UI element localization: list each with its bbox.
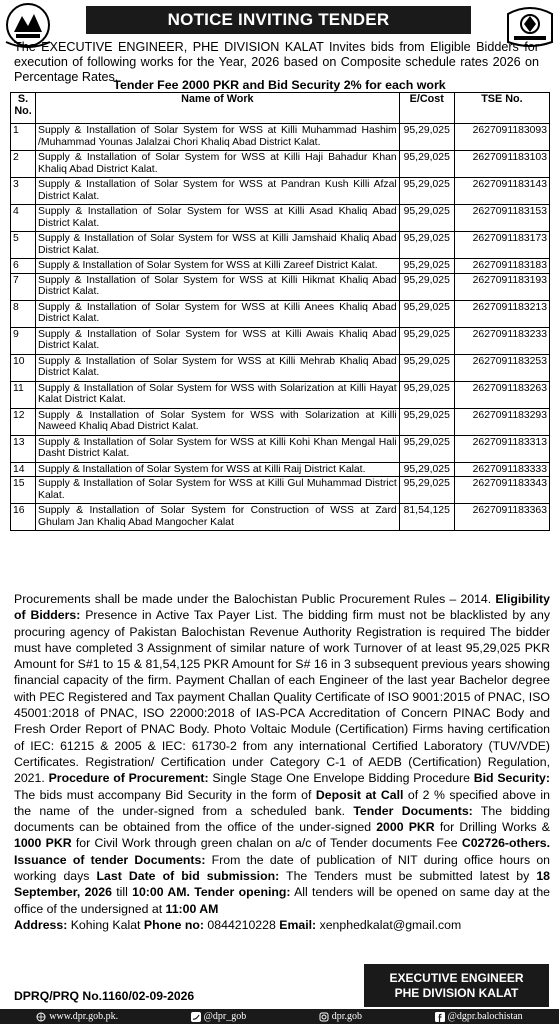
cell-tse-no: 2627091183193 (454, 273, 549, 300)
footer-twitter-text: @dpr_gob (203, 1011, 247, 1022)
facebook-icon (435, 1012, 445, 1022)
table-row (11, 477, 550, 504)
table-row (11, 178, 550, 205)
last-time-value: 10:00 AM. (132, 885, 190, 900)
cell-tse-no: 2627091183293 (454, 408, 549, 435)
signature-block (364, 964, 549, 1007)
cell-name-of-work: Supply & Installation of Solar System for Construction of WSS at Zard Ghulam Jan Khaliq Abad Mangocher Kalat (36, 504, 400, 531)
cell-ecost: 95,29,025 (399, 178, 454, 205)
cell-ecost: 95,29,025 (399, 259, 454, 274)
tender-terms (14, 591, 550, 933)
procedure-text: Single Stage One Envelope Bidding Procedure (208, 771, 474, 786)
cell-ecost: 95,29,025 (399, 477, 454, 504)
cell-ecost: 95,29,025 (399, 381, 454, 408)
opening-time-value: 11:00 AM (165, 901, 219, 916)
issuance-label: Issuance of tender Documents: (14, 852, 206, 867)
cell-tse-no: 2627091183263 (454, 381, 549, 408)
cell-ecost: 95,29,025 (399, 408, 454, 435)
cell-sno: 6 (11, 259, 36, 274)
cell-tse-no: 2627091183333 (454, 462, 549, 477)
cell-name-of-work: Supply & Installation of Solar System for WSS at Killi Kohi Khan Mengal Hali Dasht District Kalat. (36, 435, 400, 462)
table-row (11, 259, 550, 274)
reference-number: DPRQ/PRQ No.1160/02-09-2026 (14, 989, 195, 1003)
email-text: xenphedkalat@gmail.com (316, 917, 462, 932)
cell-sno: 11 (11, 381, 36, 408)
table-row (11, 151, 550, 178)
cell-ecost: 95,29,025 (399, 151, 454, 178)
phone-label: Phone no: (143, 917, 205, 932)
works-table (10, 92, 550, 531)
cell-tse-no: 2627091183153 (454, 205, 549, 232)
cell-tse-no: 2627091183233 (454, 327, 549, 354)
table-header-row (11, 93, 550, 124)
cell-name-of-work: Supply & Installation of Solar System for WSS at Killi Jamshaid Khaliq Abad District Kalat. (36, 232, 400, 259)
cell-ecost: 95,29,025 (399, 205, 454, 232)
table-row (11, 381, 550, 408)
cell-tse-no: 2627091183213 (454, 300, 549, 327)
cell-ecost: 95,29,025 (399, 124, 454, 151)
header-sno: S. No. (11, 93, 36, 124)
cell-sno: 2 (11, 151, 36, 178)
table-row (11, 408, 550, 435)
table-row (11, 205, 550, 232)
tender-documents-label: Tender Documents: (353, 803, 473, 818)
header-name-of-work: Name of Work (36, 93, 400, 124)
cell-name-of-work: Supply & Installation of Solar System for WSS at Killi Gul Muhammad District Kalat. (36, 477, 400, 504)
cell-name-of-work: Supply & Installation of Solar System for WSS at Killi Haji Bahadur Khan Khaliq Abad District Kalat. (36, 151, 400, 178)
cell-sno: 1 (11, 124, 36, 151)
address-text: Kohing Kalat (67, 917, 144, 932)
footer-facebook[interactable] (435, 1011, 523, 1022)
cell-name-of-work: Supply & Installation of Solar System for WSS with Solarization at Killi Hayat Kalat District Kalat. (36, 381, 400, 408)
intro-paragraph: The EXECUTIVE ENGINEER, PHE DIVISION KALAT Invites bids from Eligible Bidders for execution of following works for the Year, 2026 based on Composite schedule rates 2026 on Percentage Rates. (14, 40, 539, 84)
cell-name-of-work: Supply & Installation of Solar System for WSS at Killi Mehrab Khaliq Abad District Kalat. (36, 354, 400, 381)
last-date-label: Last Date of bid submission: (96, 869, 280, 884)
instagram-icon (319, 1012, 329, 1022)
tender-documents-text-3: for Civil Work through green chalan on a/c of Tender documents Fee (71, 836, 462, 851)
cell-sno: 14 (11, 462, 36, 477)
address-label: Address: (14, 917, 68, 932)
table-row (11, 504, 550, 531)
table-row (11, 232, 550, 259)
cell-ecost: 95,29,025 (399, 354, 454, 381)
cell-sno: 5 (11, 232, 36, 259)
issuance-text: From the date of publication of NIT during office hours on working days (14, 852, 550, 884)
tender-opening-label: Tender opening: (189, 885, 291, 900)
cell-tse-no: 2627091183253 (454, 354, 549, 381)
cell-sno: 15 (11, 477, 36, 504)
deposit-at-call: Deposit at Call (315, 787, 404, 802)
table-row (11, 354, 550, 381)
cell-tse-no: 2627091183143 (454, 178, 549, 205)
tender-opening-text: All tenders will be opened on same day at the office of the undersigned at (14, 885, 551, 916)
cell-name-of-work: Supply & Installation of Solar System for WSS at Pandran Kush Killi Afzal District Kalat. (36, 178, 400, 205)
tender-documents-text-2: for Drilling Works & (434, 820, 550, 835)
cell-ecost: 81,54,125 (399, 504, 454, 531)
eligibility-label: Eligibility of Bidders: (14, 592, 550, 623)
table-row (11, 124, 550, 151)
last-date-value: 18 September, 2026 (14, 869, 550, 900)
eligibility-text: Presence in Active Tax Payer List. The bidding firm must not be blacklisted by any procuring agency of Pakistan Balochistan Revenue Authority Registration is required The bidder must have completed 3 Assignment of similar nature of work Turnover of at least 95,29,025 PKR Amount for S#1 to 15 & 81,54,125 PKR Amount for S# 16 in 3 subsequent previous years showing financial capacity of the firm. Payment Challan of each Engineer of the last year Bachelor degree with PEC Registered and Tax payment Challan Quality Certificate of ISO 9001:2015 of PNAC, ISO 45001:2018 of PNAC, ISO 22000:2018 of IAS-PCA Accreditation of Concern PINAC Body and Fresh Order Report of PNAC Body. Photo Voltaic Module (Certification) Firms having certification of IEC: 61215 & 2005 & IEC: 61730-2 from any international Certified Laboratory (TUV/VDE) Certificates. Registration/ Certification under Category C-1 of AEDB (Certification) Regulation, 2021. (14, 608, 550, 786)
cell-sno: 9 (11, 327, 36, 354)
cell-name-of-work: Supply & Installation of Solar System for WSS at Killi Raij District Kalat. (36, 462, 400, 477)
cell-sno: 12 (11, 408, 36, 435)
footer-facebook-text: @dgpr.balochistan (447, 1011, 523, 1022)
table-row (11, 462, 550, 477)
twitter-icon (191, 1012, 201, 1022)
footer-bar (0, 1009, 559, 1024)
drilling-fee: 2000 PKR (376, 820, 435, 835)
bid-security-text-2: of 2 % specified above in the name of the under-signed from a scheduled bank. (14, 787, 551, 818)
fee-account: C02726-others. (461, 836, 550, 851)
cell-sno: 4 (11, 205, 36, 232)
terms-rules: Procurements shall be made under the Balochistan Public Procurement Rules – 2014. (14, 592, 496, 606)
last-date-text-2: till (111, 885, 133, 900)
cell-sno: 3 (11, 178, 36, 205)
cell-name-of-work: Supply & Installation of Solar System for WSS at Killi Asad Khaliq Abad District Kalat. (36, 205, 400, 232)
cell-sno: 8 (11, 300, 36, 327)
table-row (11, 273, 550, 300)
cell-ecost: 95,29,025 (399, 462, 454, 477)
header-tse-no: TSE No. (454, 93, 549, 124)
footer-twitter[interactable] (191, 1011, 247, 1022)
cell-ecost: 95,29,025 (399, 300, 454, 327)
cell-tse-no: 2627091183313 (454, 435, 549, 462)
cell-ecost: 95,29,025 (399, 273, 454, 300)
footer-website-text: www.dpr.gob.pk. (49, 1011, 119, 1022)
cell-name-of-work: Supply & Installation of Solar System for WSS with Solarization at Killi Naweed Khaliq Abad District Kalat. (36, 408, 400, 435)
email-label: Email: (279, 917, 317, 932)
cell-tse-no: 2627091183183 (454, 259, 549, 274)
cell-tse-no: 2627091183363 (454, 504, 549, 531)
cell-tse-no: 2627091183343 (454, 477, 549, 504)
header-ecost: E/Cost (399, 93, 454, 124)
signature-line-2: PHE DIVISION KALAT (394, 985, 519, 1000)
notice-title: NOTICE INVITING TENDER (86, 6, 471, 34)
cell-tse-no: 2627091183093 (454, 124, 549, 151)
cell-tse-no: 2627091183103 (454, 151, 549, 178)
footer-instagram-text: dpr.gob (331, 1011, 363, 1022)
bid-security-text: The bids must accompany Bid Security in the form of (14, 787, 316, 802)
cell-name-of-work: Supply & Installation of Solar System for WSS at Killi Anees Khaliq Abad District Kalat. (36, 300, 400, 327)
cell-sno: 10 (11, 354, 36, 381)
table-row (11, 435, 550, 462)
cell-ecost: 95,29,025 (399, 327, 454, 354)
cell-name-of-work: Supply & Installation of Solar System for WSS at Killi Zareef District Kalat. (36, 259, 400, 274)
footer-instagram[interactable] (319, 1011, 362, 1022)
table-row (11, 327, 550, 354)
last-date-text: The Tenders must be submitted latest by (279, 869, 537, 884)
cell-sno: 13 (11, 435, 36, 462)
cell-ecost: 95,29,025 (399, 232, 454, 259)
cell-name-of-work: Supply & Installation of Solar System for WSS at Killi Muhammad Hashim /Muhammad Younas Jalalzai Chori Khaliq Abad District Kalat. (36, 124, 400, 151)
cell-sno: 16 (11, 504, 36, 531)
bid-security-label: Bid Security: (473, 771, 550, 786)
works-table-body (11, 124, 550, 531)
globe-icon (36, 1012, 46, 1022)
footer-website[interactable] (36, 1011, 118, 1022)
tender-fee-line: Tender Fee 2000 PKR and Bid Security 2% for each work (113, 78, 446, 92)
cell-tse-no: 2627091183173 (454, 232, 549, 259)
signature-line-1: EXECUTIVE ENGINEER (389, 970, 524, 985)
cell-name-of-work: Supply & Installation of Solar System for WSS at Killi Hikmat Khaliq Abad District Kalat. (36, 273, 400, 300)
cell-name-of-work: Supply & Installation of Solar System for WSS at Killi Awais Khaliq Abad District Kalat. (36, 327, 400, 354)
cell-ecost: 95,29,025 (399, 435, 454, 462)
procedure-label: Procedure of Procurement: (48, 771, 209, 786)
civil-fee: 1000 PKR (14, 836, 72, 851)
cell-sno: 7 (11, 273, 36, 300)
phone-text: 0844210228 (204, 917, 280, 932)
tender-documents-text: The bidding documents can be obtained from the office of the under-signed (14, 803, 551, 835)
table-row (11, 300, 550, 327)
